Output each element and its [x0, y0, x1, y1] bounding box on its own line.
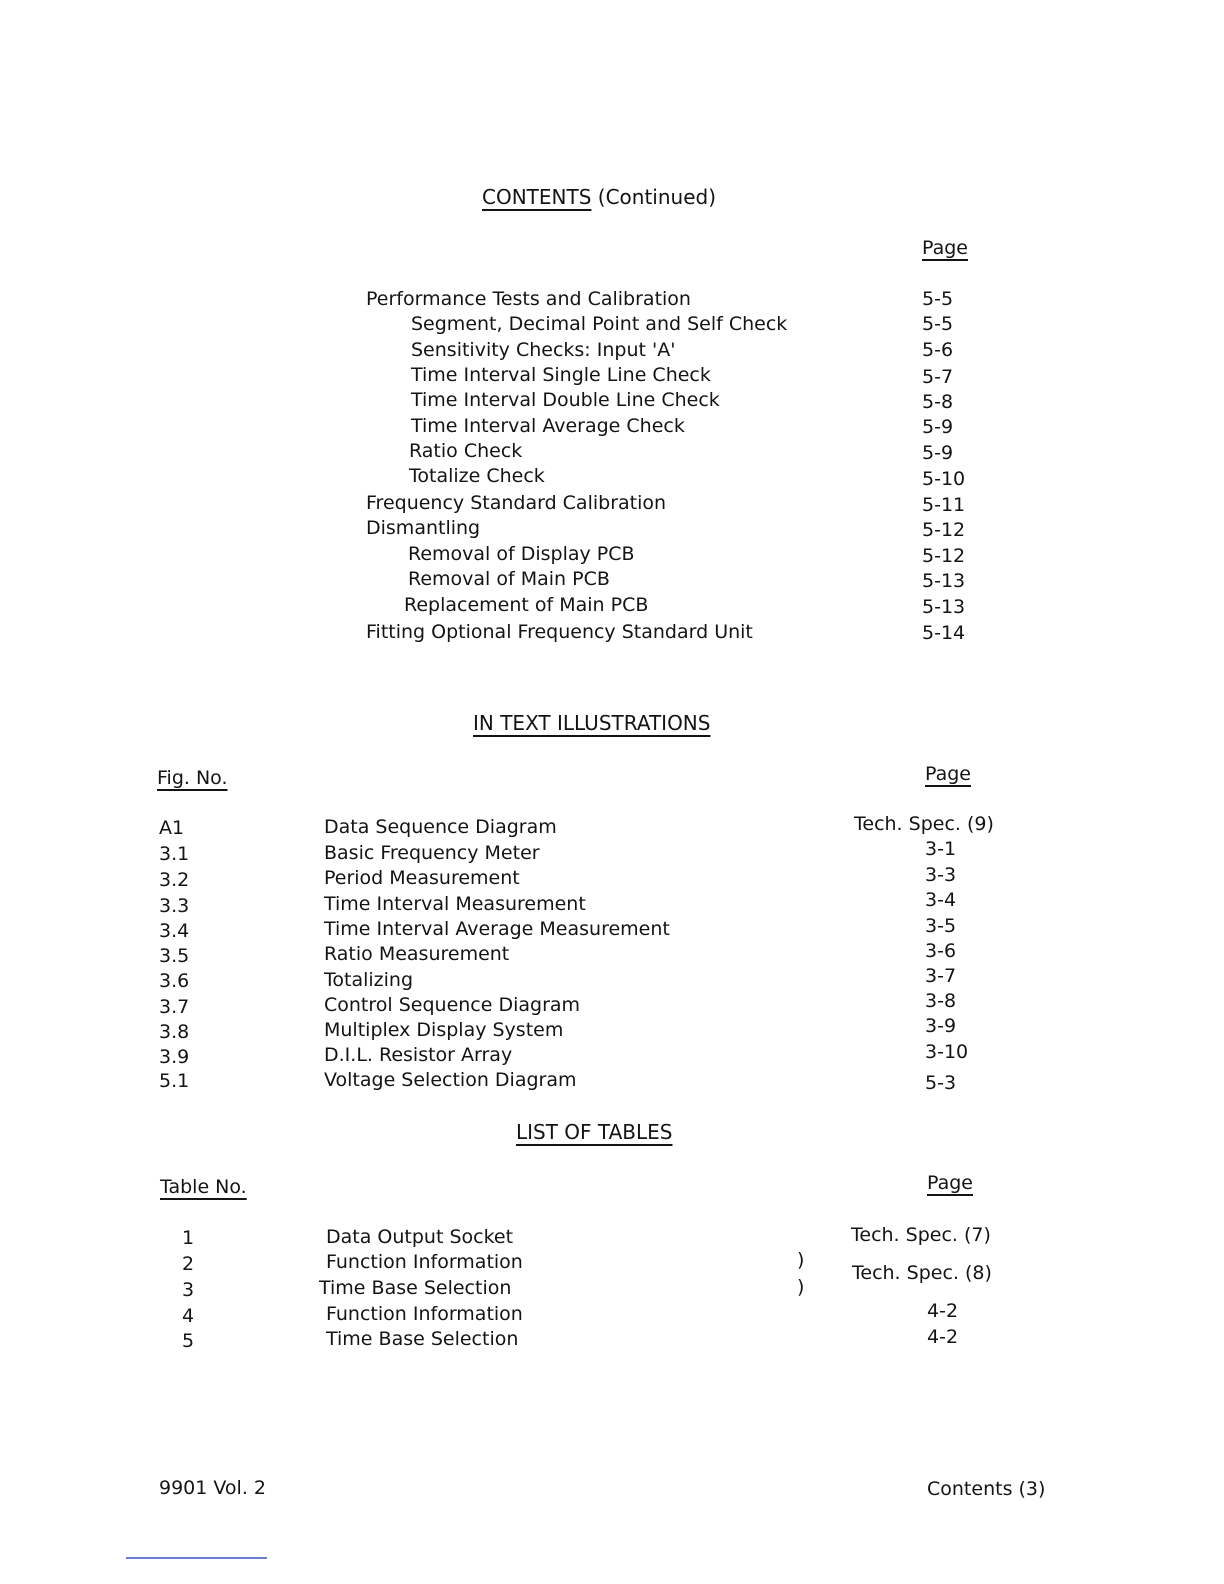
table-page: Tech. Spec. (7): [851, 1224, 991, 1246]
fig-number: 3.3: [159, 895, 190, 917]
fig-title[interactable]: Basic Frequency Meter: [324, 842, 540, 864]
toc-entry-page: 5-12: [922, 519, 966, 541]
fig-title[interactable]: Time Interval Measurement: [324, 893, 586, 915]
fig-page: 3-9: [925, 1015, 957, 1037]
tables-number-header: Table No.: [160, 1176, 247, 1198]
table-page: 4-2: [927, 1300, 959, 1322]
toc-entry-page: 5-7: [922, 366, 954, 388]
toc-entry-label[interactable]: Segment, Decimal Point and Self Check: [411, 313, 788, 335]
fig-page: 5-3: [925, 1072, 957, 1094]
toc-entry-page: 5-5: [922, 288, 954, 310]
fig-number: 3.7: [159, 996, 190, 1018]
toc-entry-label[interactable]: Replacement of Main PCB: [404, 594, 649, 616]
illustrations-fig-header: Fig. No.: [157, 767, 228, 789]
contents-title: CONTENTS: [482, 185, 592, 209]
illustrations-page-header: Page: [925, 763, 971, 785]
fig-number: 3.2: [159, 869, 190, 891]
footer-volume: 9901 Vol. 2: [159, 1477, 266, 1499]
toc-entry-label[interactable]: Time Interval Double Line Check: [411, 389, 720, 411]
fig-page: 3-6: [925, 940, 957, 962]
toc-entry-label[interactable]: Frequency Standard Calibration: [366, 492, 667, 514]
toc-entry-label[interactable]: Sensitivity Checks: Input 'A': [411, 339, 676, 361]
fig-page: 3-7: [925, 965, 957, 987]
table-page: 4-2: [927, 1326, 959, 1348]
fig-title[interactable]: D.I.L. Resistor Array: [324, 1044, 513, 1066]
toc-entry-page: 5-8: [922, 391, 954, 413]
toc-entry-page: 5-9: [922, 416, 954, 438]
fig-number: A1: [159, 817, 185, 839]
toc-entry-label[interactable]: Ratio Check: [409, 440, 523, 462]
toc-entry-page: 5-13: [922, 570, 966, 592]
grouping-bracket: ): [797, 1276, 805, 1298]
toc-entry-page: 5-12: [922, 545, 966, 567]
fig-number: 3.1: [159, 843, 190, 865]
toc-entry-page: 5-10: [922, 468, 966, 490]
fig-number: 3.6: [159, 970, 190, 992]
fig-title[interactable]: Ratio Measurement: [324, 943, 510, 965]
grouping-bracket: ): [797, 1249, 805, 1271]
toc-entry-label[interactable]: Dismantling: [366, 517, 481, 539]
fig-page: 3-3: [925, 864, 957, 886]
tables-title: LIST OF TABLES: [516, 1120, 673, 1144]
fig-page: 3-10: [925, 1041, 969, 1063]
contents-heading: [482, 186, 716, 208]
toc-entry-label[interactable]: Removal of Main PCB: [408, 568, 610, 590]
footer-rule: [126, 1557, 267, 1559]
contents-title-suffix: (Continued): [591, 185, 716, 209]
fig-title[interactable]: Multiplex Display System: [324, 1019, 564, 1041]
toc-entry-label[interactable]: Totalize Check: [409, 465, 545, 487]
table-number: 5: [182, 1330, 195, 1352]
fig-page: 3-1: [925, 838, 957, 860]
toc-entry-label[interactable]: Performance Tests and Calibration: [366, 288, 691, 310]
toc-entry-page: 5-5: [922, 313, 954, 335]
tables-page-header: Page: [927, 1172, 973, 1194]
fig-number: 3.8: [159, 1021, 190, 1043]
table-title[interactable]: Time Base Selection: [319, 1277, 512, 1299]
fig-number: 3.5: [159, 945, 190, 967]
fig-title[interactable]: Control Sequence Diagram: [324, 994, 581, 1016]
table-title[interactable]: Function Information: [326, 1303, 523, 1325]
toc-entry-label[interactable]: Fitting Optional Frequency Standard Unit: [366, 621, 753, 643]
fig-title[interactable]: Period Measurement: [324, 867, 520, 889]
toc-entry-page: 5-14: [922, 622, 966, 644]
fig-title[interactable]: Voltage Selection Diagram: [324, 1069, 577, 1091]
toc-entry-label[interactable]: Time Interval Single Line Check: [411, 364, 711, 386]
table-number: 4: [182, 1305, 195, 1327]
table-title[interactable]: Function Information: [326, 1251, 523, 1273]
fig-title[interactable]: Time Interval Average Measurement: [324, 918, 670, 940]
fig-number: 3.9: [159, 1046, 190, 1068]
toc-entry-page: 5-9: [922, 442, 954, 464]
fig-title[interactable]: Totalizing: [324, 969, 414, 991]
toc-entry-page: 5-11: [922, 494, 966, 516]
toc-entry-page: 5-6: [922, 339, 954, 361]
fig-number: 5.1: [159, 1070, 190, 1092]
fig-page: Tech. Spec. (9): [854, 813, 994, 835]
fig-number: 3.4: [159, 920, 190, 942]
footer-page-label: Contents (3): [927, 1478, 1046, 1500]
table-number: 2: [182, 1253, 195, 1275]
table-title[interactable]: Data Output Socket: [326, 1226, 514, 1248]
illustrations-title: IN TEXT ILLUSTRATIONS: [473, 711, 711, 735]
fig-page: 3-8: [925, 990, 957, 1012]
fig-page: 3-5: [925, 915, 957, 937]
toc-entry-label[interactable]: Time Interval Average Check: [411, 415, 685, 437]
fig-page: 3-4: [925, 889, 957, 911]
toc-entry-page: 5-13: [922, 596, 966, 618]
table-page: Tech. Spec. (8): [852, 1262, 992, 1284]
table-number: 3: [182, 1279, 195, 1301]
table-title[interactable]: Time Base Selection: [326, 1328, 519, 1350]
contents-page-header: Page: [922, 237, 968, 259]
table-number: 1: [182, 1227, 195, 1249]
toc-entry-label[interactable]: Removal of Display PCB: [408, 543, 635, 565]
fig-title[interactable]: Data Sequence Diagram: [324, 816, 557, 838]
